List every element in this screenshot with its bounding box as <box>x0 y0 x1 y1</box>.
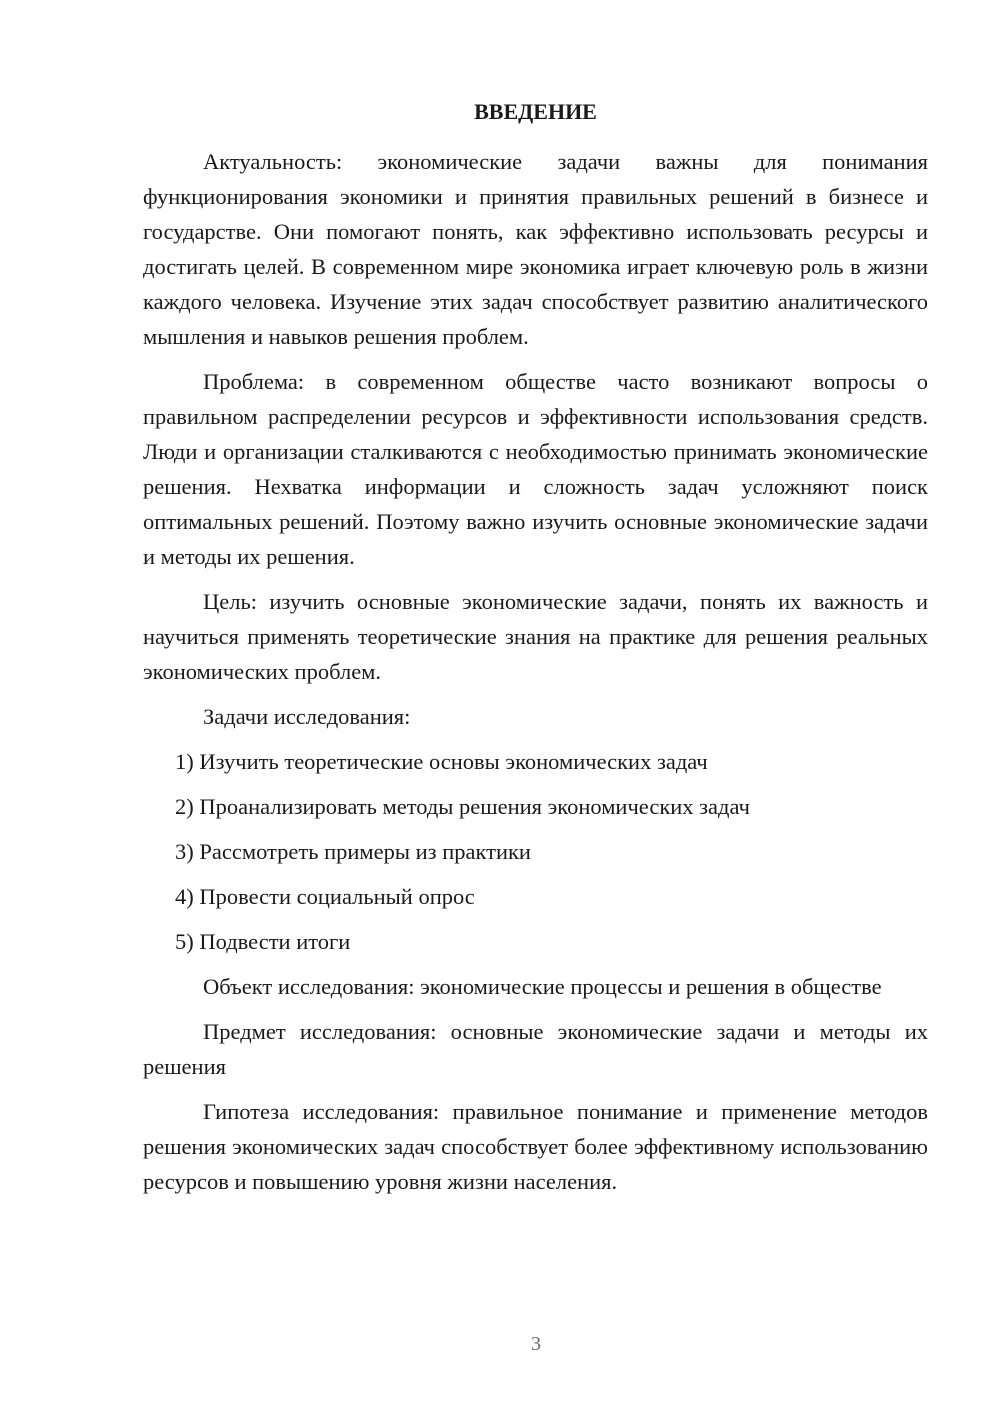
tasks-heading: Задачи исследования: <box>203 704 411 729</box>
paragraph-object: Объект исследования: экономические процессы и решения в обществе <box>203 974 882 999</box>
paragraph-subject: Предмет исследования: основные экономические задачи и методы их решения <box>143 1019 928 1079</box>
paragraph-goal: Цель: изучить основные экономические задачи, понять их важность и научиться применять теоретические знания на практике для решения реальных экономических проблем. <box>143 589 928 684</box>
page-number: 3 <box>531 1333 541 1355</box>
list-item: 3) Рассмотреть примеры из практики <box>175 839 531 864</box>
paragraph-hypothesis: Гипотеза исследования: правильное понимание и применение методов решения экономических задач способствует более эффективному использованию ресурсов и повышению уровня жизни населения. <box>143 1099 928 1194</box>
list-item: 5) Подвести итоги <box>175 929 351 954</box>
tasks-list <box>143 744 928 959</box>
paragraph-relevance: Актуальность: экономические задачи важны для понимания функционирования экономики и принятия правильных решений в бизнесе и государстве. Они помогают понять, как эффективно использовать ресурсы и достигать целей. В современном мире экономика играет ключевую роль в жизни каждого человека. Изучение этих задач способствует развитию аналитического мышления и навыков решения проблем. <box>143 149 928 349</box>
page-content <box>143 98 928 1209</box>
page-title: ВВЕДЕНИЕ <box>474 99 597 124</box>
list-item: 1) Изучить теоретические основы экономических задач <box>175 749 708 774</box>
list-item: 2) Проанализировать методы решения экономических задач <box>175 794 750 819</box>
paragraph-problem: Проблема: в современном обществе часто возникают вопросы о правильном распределении ресурсов и эффективности использования средств. Люди и организации сталкиваются с необходимостью принимать экономические решения. Нехватка информации и сложность задач усложняют поиск оптимальных решений. Поэтому важно изучить основные экономические задачи и методы их решения. <box>143 369 928 569</box>
list-item: 4) Провести социальный опрос <box>175 884 475 909</box>
